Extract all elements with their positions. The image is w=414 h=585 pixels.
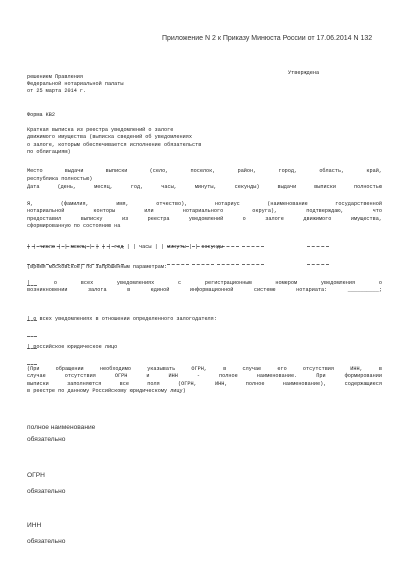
field-label: ОГРН — [27, 472, 45, 479]
option-line: | о всех уведомлениях с регистрационным номером уведомления о — [27, 280, 382, 286]
title-line: движимого имущества (выписка сведений об уведомлениях — [27, 134, 192, 141]
body-paragraph — [27, 201, 382, 231]
field-requirement: обязательно — [27, 436, 66, 443]
body-line: предоставил выписку из реестра уведомлений о залоге движимого имущества, — [27, 215, 382, 222]
option-legal-entity: | российское юридическое лицо — [27, 344, 118, 350]
title-line: о залоге, которым обеспечивается исполнение обязательств — [27, 141, 202, 148]
note-line: выписки заполняются все поля (ОГРН, ИНН, полное наименование), содержащиеся — [27, 380, 382, 387]
decision-block — [27, 74, 124, 96]
decision-line: Федеральной нотариальной палаты — [27, 81, 124, 88]
body-line: нотариальной конторы или нотариального округа), подтверждаю, что — [27, 208, 382, 215]
note-line: в реестре по данному Российскому юридическому лицу) — [27, 388, 186, 395]
date-line: Дата (день, месяц, год, часы, минуты, секунды) выдачи выписки полностью — [27, 184, 382, 190]
decision-line: решением Правления — [27, 74, 84, 80]
form-label: Форма КВ2 — [27, 112, 56, 118]
option-line: возникновении залога в единой информационной системе нотариата: __________; — [27, 287, 382, 294]
field-requirement: обязательно — [27, 538, 66, 545]
instruction-note — [27, 366, 382, 396]
field-full-name — [27, 424, 95, 443]
republic-line: республика полностью) — [27, 176, 93, 182]
field-label: полное наименование — [27, 424, 96, 431]
datetime-field-row: | | число | | месяц | | | | год | | часы | | минуты | | секунды — [27, 244, 224, 250]
field-label: ИНН — [27, 522, 42, 529]
title-line: по облигациям) — [27, 149, 71, 156]
approved-label: Утверждена — [288, 70, 320, 76]
note-line: (При обращении необходимо указывать ОГРН, в случае его отсутствия ИНН, в — [27, 366, 382, 372]
decision-line: от 25 марта 2014 г. — [27, 88, 87, 95]
place-line: Место выдачи выписки (село, поселок, район, город, область, край, — [27, 168, 382, 174]
field-inn — [27, 522, 65, 545]
field-ogrn — [27, 472, 65, 495]
document-title — [27, 127, 201, 157]
field-requirement: обязательно — [27, 488, 66, 495]
option-pledgor: | о всех уведомлениях в отношении определенного залогодателя: — [27, 316, 217, 322]
title-line: Краткая выписка из реестра уведомлений о залоге — [27, 127, 174, 133]
body-line: сформированную по состоянию на — [27, 223, 121, 230]
document-header: Приложение N 2 к Приказу Минюста России от 17.06.2014 N 132 — [162, 35, 373, 42]
note-line: случае отсутствия ОГРН и ИНН - полное наименование. При формировании — [27, 373, 382, 380]
body-line: Я, (фамилия, имя, отчество), нотариус (наименование государственной — [27, 201, 382, 207]
moscow-time-line: (время московское) по запрошенным параметрам: — [27, 264, 168, 270]
option-registration-number — [27, 280, 382, 295]
